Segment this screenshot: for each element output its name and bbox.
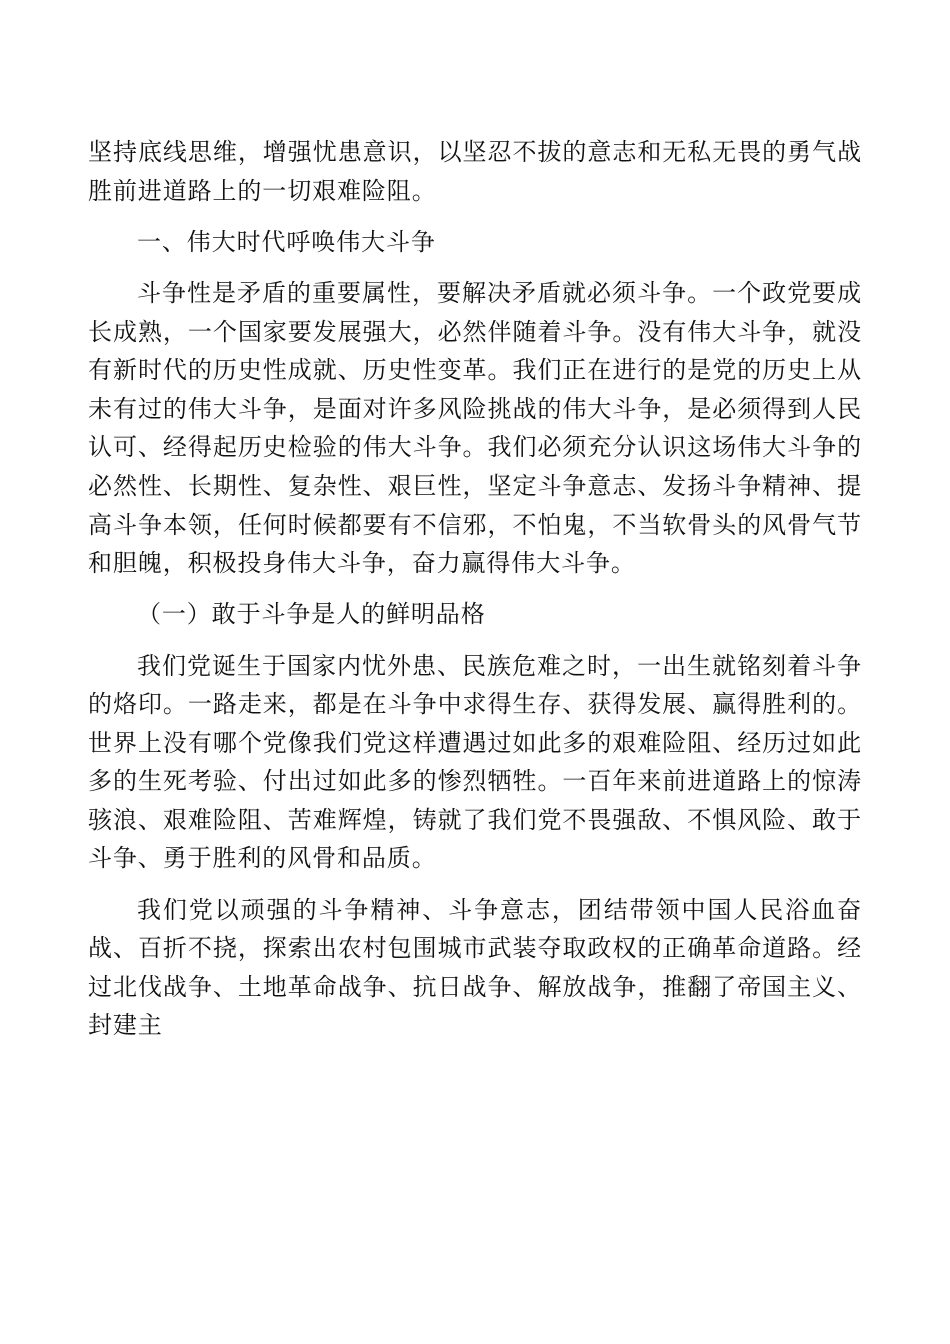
document-body [88, 133, 862, 1058]
section-heading: 一、伟大时代呼唤伟大斗争 [137, 227, 436, 256]
subsection-heading: （一）敢于斗争是人的鲜明品格 [137, 600, 486, 629]
continuation-paragraph: 坚持底线思维，增强忧患意识，以坚忍不拔的意志和无私无畏的勇气战胜前进道路上的一切艰难险阻。 [88, 138, 862, 205]
body-paragraph: 斗争性是矛盾的重要属性，要解决矛盾就必须斗争。一个政党要成长成熟，一个国家要发展强大，必然伴随着斗争。没有伟大斗争，就没有新时代的历史性成就、历史性变革。我们正在进行的是党的历史上从未有过的伟大斗争，是面对许多风险挑战的伟大斗争，是必须得到人民认可、经得起历史检验的伟大斗争。我们必须充分认识这场伟大斗争的必然性、长期性、复杂性、艰巨性，坚定斗争意志、发扬斗争精神、提高斗争本领，任何时候都要有不信邪，不怕鬼，不当软骨头的风骨气节和胆魄，积极投身伟大斗争，奋力赢得伟大斗争。 [88, 278, 862, 578]
body-paragraph: 我们党诞生于国家内忧外患、民族危难之时，一出生就铭刻着斗争的烙印。一路走来，都是在斗争中求得生存、获得发展、赢得胜利的。世界上没有哪个党像我们党这样遭遇过如此多的艰难险阻、经历过如此多的生死考验、付出过如此多的惨烈牺牲。一百年来前进道路上的惊涛骇浪、艰难险阻、苦难辉煌，铸就了我们党不畏强敌、不惧风险、敢于斗争、勇于胜利的风骨和品质。 [88, 651, 862, 873]
body-paragraph: 我们党以顽强的斗争精神、斗争意志，团结带领中国人民浴血奋战、百折不挠，探索出农村包围城市武装夺取政权的正确革命道路。经过北伐战争、土地革命战争、抗日战争、解放战争，推翻了帝国主义、封建主 [88, 895, 862, 1040]
